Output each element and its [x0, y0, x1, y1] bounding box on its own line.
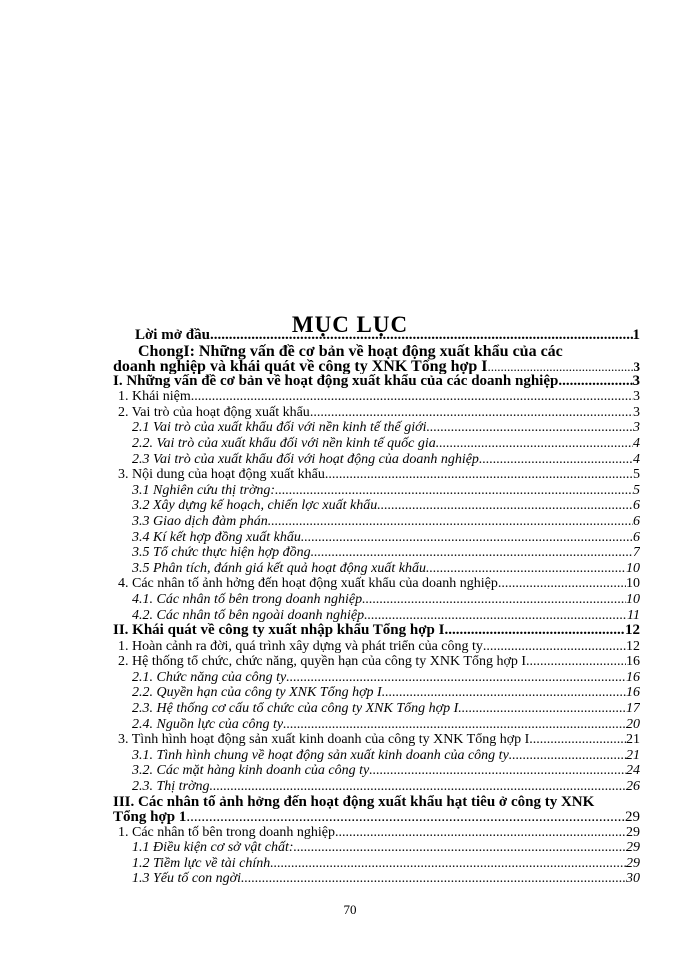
toc-entry: 1.2 Tiềm lực về tài chính ..... 29 — [113, 856, 640, 872]
toc-entry: 4.2. Các nhân tố bên ngoài doanh nghiệp ..... 11 — [113, 608, 640, 624]
toc-entry: 2.2. Quyền hạn của công ty XNK Tổng hợp I ..... 16 — [113, 685, 640, 701]
toc-entry-line: III. Các nhân tố ảnh hởng đến hoạt động xuất khẩu hạt tiêu ở công ty XNK — [113, 794, 595, 810]
toc-entry: 4. Các nhân tố ảnh hởng đến hoạt động xuất khẩu của doanh nghiệp. ..... 10 — [113, 576, 640, 592]
toc-entry: 1. Các nhân tố bên trong doanh nghiệp ..... 29 — [113, 825, 640, 841]
toc-entry: 2.3 Vai trò của xuất khẩu đối với hoạt động của doanh nghiệp ..... 4 — [113, 452, 640, 468]
toc-entry: ChongI: Những vấn đề cơ bản về hoạt động xuất khẩu của các doanh nghiệp và khái quát về công ty XNK Tổng hợp I ..... 3 — [113, 344, 640, 374]
toc-entry-line: doanh nghiệp và khái quát về công ty XNK Tổng hợp I — [113, 358, 488, 374]
toc-entry: 1. Hoàn cảnh ra đời, quá trình xây dựng và phát triển của công ty ..... 12 — [113, 639, 640, 655]
toc-entry-line: Tổng hợp 1 — [113, 809, 187, 825]
toc-entry: 2. Vai trò của hoạt động xuất khẩu ..... 3 — [113, 405, 640, 421]
toc-entry: 3.5 Phân tích, đánh giá kết quả hoạt động xuất khẩu. ..... 10 — [113, 561, 640, 577]
toc-entry: 3. Nội dung của hoạt động xuất khẩu. ..... 5 — [113, 467, 640, 483]
toc-entry: 2.3. Thị trờng ..... 26 — [113, 779, 640, 795]
toc-entry: II. Khái quát về công ty xuất nhập khẩu Tổng hợp I ..... 12 — [113, 623, 640, 639]
toc-entry: I. Những vấn đề cơ bản về hoạt động xuất khẩu của các doanh nghiệp ..... 3 — [113, 374, 640, 390]
toc-entry: 3.4 Kí kết hợp đồng xuất khẩu ..... 6 — [113, 530, 640, 546]
page-number: 70 — [343, 902, 357, 917]
toc-entry: 3.5 Tổ chức thực hiện hợp đồng ..... 7 — [113, 545, 640, 561]
toc-entry: 3.1. Tình hình chung về hoạt động sản xuất kinh doanh của công ty ..... 21 — [113, 748, 640, 764]
toc-entry: 3.2 Xây dựng kế hoạch, chiến lợc xuất khẩu. ..... 6 — [113, 498, 640, 514]
toc-entry: 2.1. Chức năng của công ty ..... 16 — [113, 670, 640, 686]
toc-entry: 3.1 Nghiên cứu thị trờng: ..... 5 — [113, 483, 640, 499]
toc-entry: III. Các nhân tố ảnh hởng đến hoạt động xuất khẩu hạt tiêu ở công ty XNK Tổng hợp 1 ..... 29 — [113, 795, 640, 825]
toc-entry: 4.1. Các nhân tố bên trong doanh nghiệp ..... 10 — [113, 592, 640, 608]
toc-entry: Lời mở đầu ..... 1 — [113, 328, 640, 344]
toc-entry: 3.2. Các mặt hàng kinh doanh của công ty ..... 24 — [113, 763, 640, 779]
toc-entry: 2.1 Vai trò của xuất khẩu đối với nền kinh tế thế giới ..... 3 — [113, 420, 640, 436]
toc-entry: 3.3 Giao dịch đàm phán ..... 6 — [113, 514, 640, 530]
page-title: MỤC LỤC — [291, 312, 409, 337]
toc-entry: 1.3 Yếu tố con ngời ..... 30 — [113, 871, 640, 887]
toc-entry-line: ChongI: Những vấn đề cơ bản về hoạt động xuất khẩu của các — [138, 343, 563, 360]
toc-entry: 3. Tình hình hoạt động sản xuất kinh doanh của công ty XNK Tổng hợp I ..... 21 — [113, 732, 640, 748]
toc-entry: 1. Khái niệm ..... 3 — [113, 389, 640, 405]
toc-entry: 2.3. Hệ thống cơ cấu tổ chức của công ty XNK Tổng hợp I. ..... 17 — [113, 701, 640, 717]
toc-entry: 2.2. Vai trò của xuất khẩu đối với nền kinh tế quốc gia. ..... 4 — [113, 436, 640, 452]
table-of-contents — [113, 328, 640, 887]
toc-entry: 2.4. Nguồn lực của công ty ..... 20 — [113, 717, 640, 733]
toc-entry: 2. Hệ thống tổ chức, chức năng, quyền hạn của công ty XNK Tổng hợp I ..... 16 — [113, 654, 640, 670]
toc-entry: 1.1 Điều kiện cơ sở vật chất: ..... 29 — [113, 840, 640, 856]
